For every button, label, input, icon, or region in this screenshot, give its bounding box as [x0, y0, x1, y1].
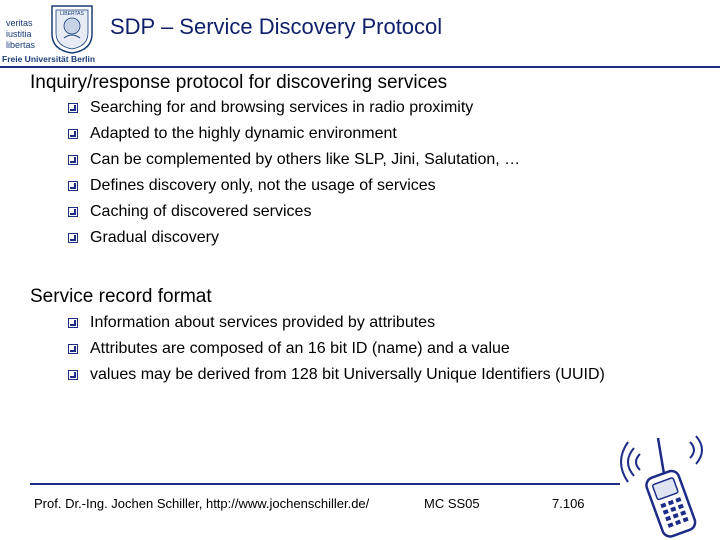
university-logo [2, 2, 94, 70]
section-heading-record-format: Service record format [30, 286, 212, 307]
slide-title: SDP – Service Discovery Protocol [110, 14, 443, 39]
logo-word: veritas [6, 18, 33, 28]
list-item [68, 177, 520, 203]
list-item-text: values may be derived from 128 bit Universally Unique Identifiers (UUID) [90, 366, 605, 383]
university-name: Freie Universität Berlin [2, 54, 96, 64]
seal-text: LIBERTAS [60, 11, 84, 17]
bullet-icon [68, 207, 78, 217]
list-item [68, 125, 520, 151]
list-item-text: Attributes are composed of an 16 bit ID (name) and a value [90, 340, 510, 357]
list-item [68, 229, 520, 255]
list-item-text: Adapted to the highly dynamic environment [90, 125, 397, 142]
list-item-text: Gradual discovery [90, 229, 219, 246]
seal-icon [50, 4, 94, 54]
logo-word: iustitia [6, 29, 32, 39]
list-item [68, 151, 520, 177]
record-format-bullet-list [68, 314, 605, 392]
footer-course: MC SS05 [424, 496, 480, 511]
logo-word: libertas [6, 40, 36, 50]
bullet-icon [68, 233, 78, 243]
bullet-icon [68, 155, 78, 165]
mobile-phone-icon [618, 432, 718, 538]
title-divider [0, 66, 720, 68]
bullet-icon [68, 103, 78, 113]
list-item [68, 99, 520, 125]
list-item [68, 203, 520, 229]
list-item-text: Searching for and browsing services in radio proximity [90, 99, 474, 116]
list-item-text: Information about services provided by attributes [90, 314, 436, 331]
section-heading-inquiry: Inquiry/response protocol for discovering services [30, 72, 448, 93]
bullet-icon [68, 344, 78, 354]
list-item [68, 366, 605, 392]
inquiry-bullet-list [68, 99, 520, 255]
bullet-icon [68, 370, 78, 380]
list-item-text: Defines discovery only, not the usage of services [90, 177, 436, 194]
bullet-icon [68, 181, 78, 191]
list-item-text: Caching of discovered services [90, 203, 312, 220]
list-item [68, 314, 605, 340]
logo-motto [6, 18, 35, 51]
footer-page-number: 7.106 [552, 496, 585, 511]
footer-divider [30, 483, 620, 485]
list-item-text: Can be complemented by others like SLP, Jini, Salutation, … [90, 151, 521, 168]
bullet-icon [68, 129, 78, 139]
bullet-icon [68, 318, 78, 328]
list-item [68, 340, 605, 366]
footer-author: Prof. Dr.-Ing. Jochen Schiller, http://www.jochenschiller.de/ [34, 496, 370, 511]
